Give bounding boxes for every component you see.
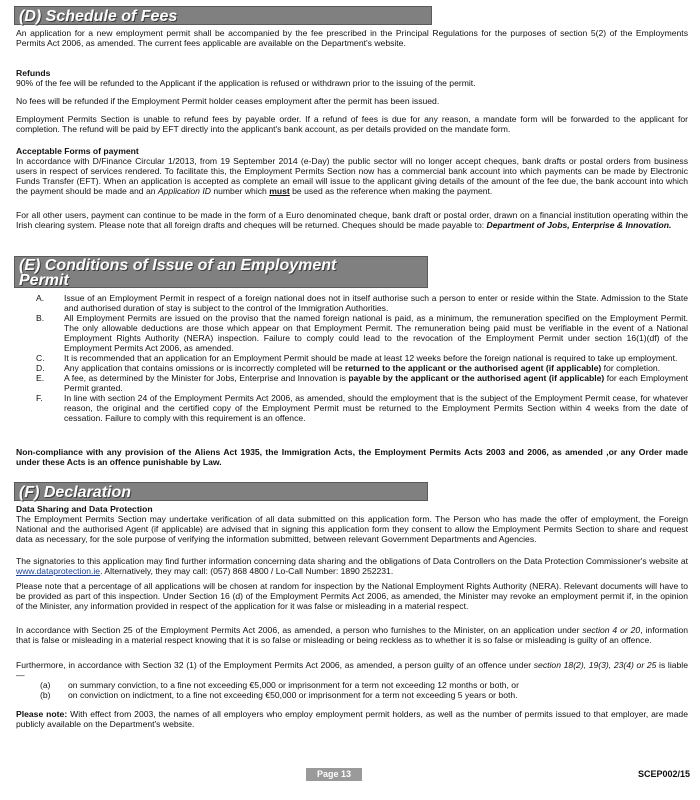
page-number-badge: Page 13	[306, 768, 362, 781]
condition-item-e: E. A fee, as determined by the Minister for Jobs, Enterprise and Innovation is payable by the applicant or the authorised agent (if applicable) for each Employment Permit granted.	[36, 373, 688, 393]
penalty-item-b: (b) on conviction on indictment, to a fine not exceeding €50,000 or imprisonment for a term not exceeding 5 years or both.	[40, 690, 518, 700]
section-e-heading: (E) Conditions of Issue of an Employment Permit	[14, 256, 428, 288]
data-sharing-paragraph: The Employment Permits Section may undertake verification of all data submitted on this application form. The Person who has made the offer of employment, the Foreign National and the authorised Agent (if applicable) are advised that in signing this application form they consent to allow the Employment Permits Section to share and request data as necessary, for the sole purpose of verifying the information submitted, between relevant Government Departments and Agencies.	[16, 514, 688, 544]
refunds-paragraph-1: 90% of the fee will be refunded to the Applicant if the application is refused or withdrawn prior to the issuing of the permit.	[16, 78, 476, 88]
refunds-paragraph-2: No fees will be refunded if the Employment Permit holder ceases employment after the permit has been issued.	[16, 96, 440, 106]
form-code: SCEP002/15	[637, 769, 690, 779]
public-disclosure-note: Please note: With effect from 2003, the names of all employers who employ employment permit holders, as well as the number of permits issued to that employer, are made publicly available on the Department's website.	[16, 709, 688, 729]
dataprotection-link[interactable]: www.dataprotection.ie	[16, 566, 101, 576]
payment-paragraph-1: In accordance with D/Finance Circular 1/2013, from 19 September 2014 (e-Day) the public sector will no longer accept cheques, bank drafts or postal orders from business users in respect of services rendered. To facilitate this, the Employment Permits Section now has a commercial bank account into which payments can be made by Electronic Funds Transfer (EFT). When an application is accepted as complete an email will issue to the applicant giving details of the amount of the fee due, the bank account into which the payment should be made and an Application ID number which must be used as the reference when making the payment.	[16, 156, 688, 196]
section-d-heading: (D) Schedule of Fees	[14, 6, 432, 25]
penalty-list	[40, 680, 688, 700]
condition-item-d: D. Any application that contains omissions or is incorrectly completed will be returned to the applicant or the authorised agent (if applicable) for completion.	[36, 363, 661, 373]
non-compliance-notice: Non-compliance with any provision of the Aliens Act 1935, the Immigration Acts, the Employment Permits Acts 2003 and 2006, as amended ,or any Order made under these Acts is an offence punishable by Law.	[16, 447, 688, 467]
penalty-paragraph: Furthermore, in accordance with Section 32 (1) of the Employment Permits Act 2006, as amended, a person guilty of an offence under section 18(2), 19(3), 23(4) or 25 is liable—	[16, 660, 688, 680]
payment-title: Acceptable Forms of payment	[16, 146, 139, 156]
condition-item-b: B. All Employment Permits are issued on the proviso that the named foreign national is paid, as a minimum, the remuneration specified on the Employment Permit. The only allowable deductions are those which appear on that Employment Permit. The remuneration being paid must be verifiable in the event of a National Employment Rights Authority (NERA) inspection. Failure to comply could lead to the revocation of the Employment Permit under section 16(1)(df) of the Employment Permits Act 2006, as amended.	[36, 313, 688, 353]
section-f-heading: (F) Declaration	[14, 482, 428, 501]
data-protection-paragraph: The signatories to this application may find further information concerning data sharing and the obligations of Data Controllers on the Data Protection Commissioner's website at www.dataprotection.ie. Alternatively, they may call: (057) 868 4800 / Lo-Call Number: 1890 252231.	[16, 556, 688, 576]
condition-item-a: A. Issue of an Employment Permit in respect of a foreign national does not in itself authorise such a person to enter or reside within the State. Admission to the State and authorised duration of stay is subject to the control of the Immigration Authorities.	[36, 293, 688, 313]
condition-item-f: F. In line with section 24 of the Employment Permits Act 2006, as amended, should the employment that is the subject of the Employment Permit cease, for whatever reason, the original and the certified copy of the Employment Permit must be returned to the Employment Permits Section within 4 weeks from the date of cessation. Failure to comply with this requirement is an offence.	[36, 393, 688, 423]
payment-paragraph-2: For all other users, payment can continue to be made in the form of a Euro denominated cheque, bank draft or postal order, drawn on a financial institution operating within the Irish clearing system. Please note that all foreign drafts and cheques will be returned. Cheques should be made payable to: Department of Jobs, Enterprise & Innovation.	[16, 210, 688, 230]
data-sharing-title: Data Sharing and Data Protection	[16, 504, 153, 514]
condition-item-c: C. It is recommended that an application for an Employment Permit should be made at least 12 weeks before the foreign national is required to take up employment.	[36, 353, 678, 363]
false-information-paragraph: In accordance with Section 25 of the Employment Permits Act 2006, as amended, a person who furnishes to the Minister, on an application under section 4 or 20, information that is false or misleading in a material respect knowing that it is so false or misleading or being reckless as to whether it is so false or misleading is guilty of an offence.	[16, 625, 689, 645]
conditions-list	[36, 293, 688, 423]
refunds-paragraph-3: Employment Permits Section is unable to refund fees by payable order. If a refund of fees is due for any reason, a mandate form will be forwarded to the applicant for completion. The refund will be paid by EFT directly into the applicant's bank account, as per details provided on the mandate form.	[16, 114, 688, 134]
inspection-paragraph: Please note that a percentage of all applications will be chosen at random for inspection by the National Employment Rights Authority (NERA). Relevant documents will have to be provided as part of this inspection. Under Section 16 (d) of the Employment Permits Act 2006, as amended, the Minister may revoke an employment permit if, in the opinion of the Minister, any information provided in respect of the application for it was false or misleading in a material respect.	[16, 581, 688, 611]
penalty-item-a: (a) on summary conviction, to a fine not exceeding €5,000 or imprisonment for a term not exceeding 12 months or both, or	[40, 680, 519, 690]
fees-intro: An application for a new employment permit shall be accompanied by the fee prescribed in the Principal Regulations for the purposes of section 5(2) of the Employments Permits Act 2006, as amended. The current fees applicable are available on the Department's website.	[16, 28, 688, 48]
refunds-title: Refunds	[16, 68, 51, 78]
